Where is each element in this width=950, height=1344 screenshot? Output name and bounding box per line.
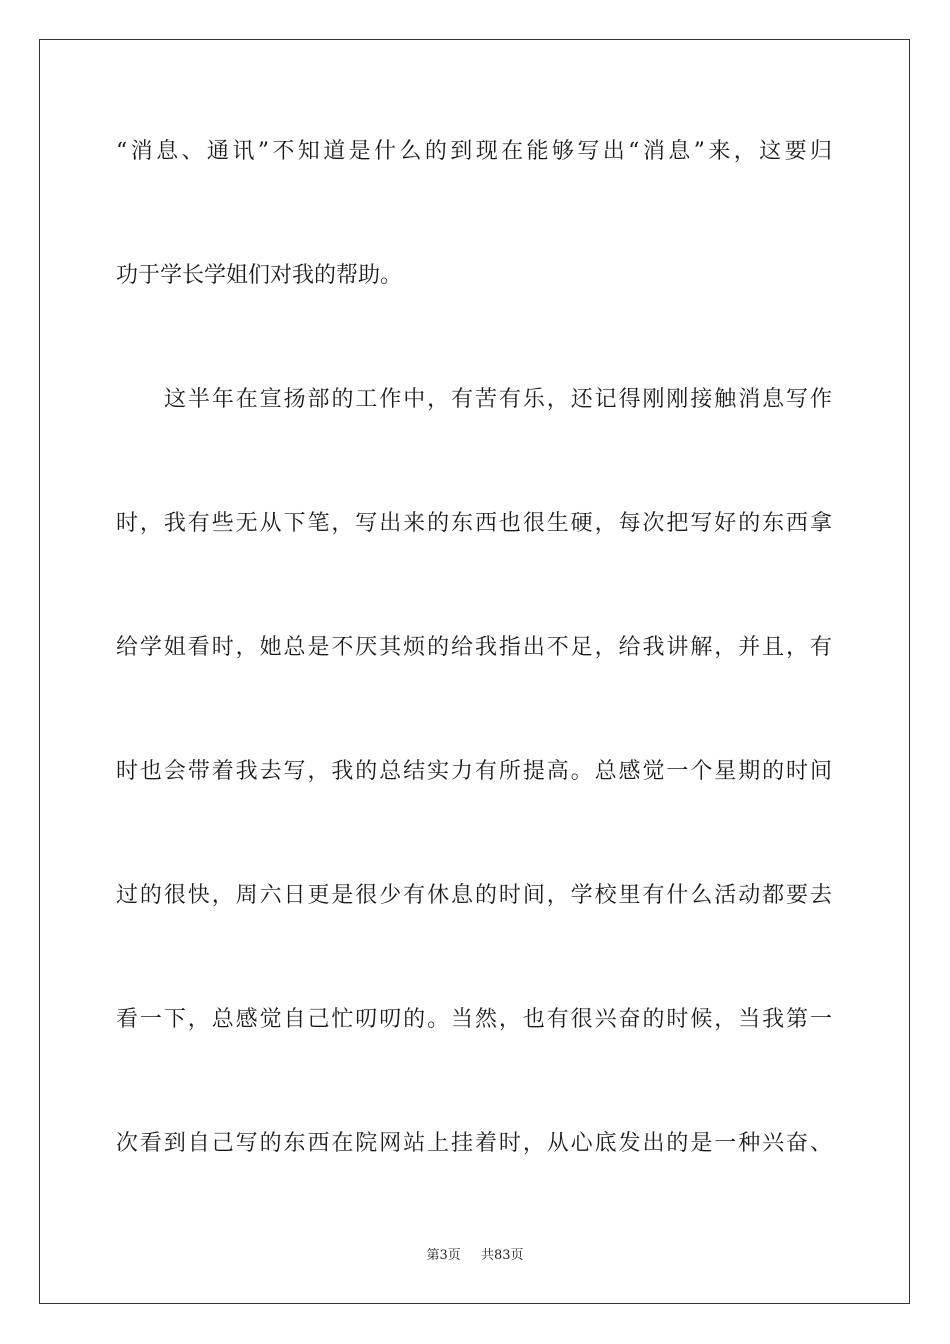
- body-text-line: 这半年在宣扬部的工作中，有苦有乐，还记得刚刚接触消息写作: [164, 387, 832, 412]
- body-text-line: “消息、通讯”不知道是什么的到现在能够写出“消息”来，这要归: [116, 139, 832, 164]
- body-text-line: 功于学长学姐们对我的帮助。: [116, 263, 403, 288]
- page-footer: [0, 1247, 950, 1265]
- body-text-line: 时，我有些无从下笔，写出来的东西也很生硬，每次把写好的东西拿: [116, 511, 832, 536]
- body-text-line: 过的很快，周六日更是很少有休息的时间，学校里有什么活动都要去: [116, 883, 832, 908]
- body-text-line: 看一下，总感觉自己忙叨叨的。当然，也有很兴奋的时候，当我第一: [116, 1007, 832, 1032]
- page-total: 共83页: [481, 1248, 524, 1263]
- page-number: 第3页: [426, 1248, 461, 1263]
- page-border: [39, 39, 910, 1304]
- body-text-line: 给学姐看时，她总是不厌其烦的给我指出不足，给我讲解，并且，有: [116, 635, 832, 660]
- body-text-line: 次看到自己写的东西在院网站上挂着时，从心底发出的是一种兴奋、: [116, 1131, 832, 1156]
- body-text-line: 时也会带着我去写，我的总结实力有所提高。总感觉一个星期的时间: [116, 759, 832, 784]
